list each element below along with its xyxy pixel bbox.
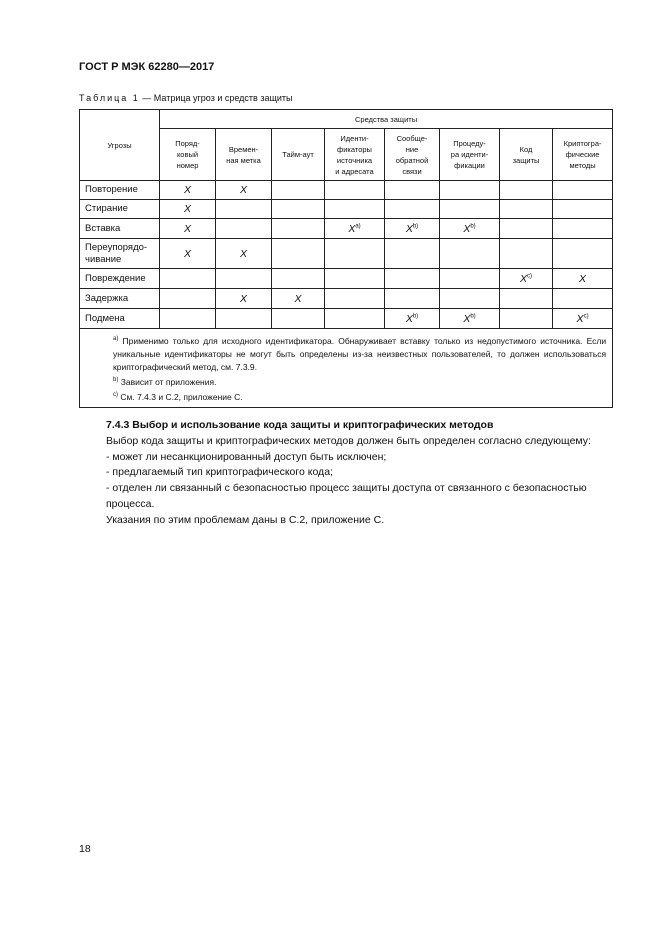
matrix-cell xyxy=(216,269,272,289)
document-header: ГОСТ Р МЭК 62280—2017 xyxy=(79,61,215,73)
table-caption-text: — Матрица угроз и средств защиты xyxy=(139,93,293,103)
cell-mark: X xyxy=(348,222,356,235)
cell-footnote-ref: b) xyxy=(412,223,419,229)
matrix-cell xyxy=(553,219,613,239)
cell-footnote-ref: b) xyxy=(470,313,476,319)
matrix-cell xyxy=(385,200,440,219)
cell-mark: X xyxy=(579,272,587,285)
column-header-line: Процеду- xyxy=(453,139,486,148)
note-a-text: Применимо только для исходного идентификатора. Обнаруживает вставку только из недопустимого источника. Если уникальные идентификаторы не могут быть определены из-за неизвестных пользователей, то должен использоваться криптографический метод, см. 7.3.9. xyxy=(113,335,607,372)
matrix-cell xyxy=(440,309,500,329)
column-header-7 xyxy=(500,129,553,181)
table-row xyxy=(80,289,613,309)
matrix-cell xyxy=(385,181,440,200)
cell-mark: X xyxy=(405,222,413,235)
column-header-1 xyxy=(160,129,216,181)
matrix-cell xyxy=(553,181,613,200)
table-row xyxy=(80,219,613,239)
matrix-cell xyxy=(325,289,385,309)
threat-matrix-table xyxy=(79,109,613,408)
column-header-line: фические xyxy=(565,150,600,159)
matrix-cell xyxy=(553,289,613,309)
threat-label-line: Повреждение xyxy=(85,272,146,284)
cell-mark: X xyxy=(239,184,247,196)
threat-label-line: Вставка xyxy=(85,222,121,234)
matrix-cell xyxy=(160,181,216,200)
threat-label xyxy=(80,200,160,219)
section-closing: Указания по этим проблемам даны в С.2, приложение С. xyxy=(106,513,385,526)
matrix-cell xyxy=(272,309,325,329)
matrix-cell xyxy=(553,309,613,329)
threat-label-line: Переупорядо- xyxy=(85,241,148,253)
table-row xyxy=(80,239,613,269)
means-header: Средства защиты xyxy=(160,110,613,129)
matrix-cell xyxy=(272,181,325,200)
column-header-line: связи xyxy=(402,166,422,176)
matrix-cell xyxy=(272,269,325,289)
cell-footnote-ref: c) xyxy=(583,313,589,319)
matrix-cell xyxy=(160,269,216,289)
threat-label xyxy=(80,239,160,269)
threat-label-line: Подмена xyxy=(85,312,125,324)
matrix-cell xyxy=(216,309,272,329)
cell-mark: X xyxy=(405,312,413,325)
note-b-text: Зависит от приложения. xyxy=(118,376,217,387)
cell-mark: X xyxy=(576,312,584,325)
column-header-8 xyxy=(553,129,613,181)
column-header-4 xyxy=(325,129,385,181)
cell-mark: X xyxy=(463,312,471,325)
section-intro: Выбор кода защиты и криптографических методов должен быть определен согласно следующему: xyxy=(106,434,591,447)
threats-header: Угрозы xyxy=(80,110,160,181)
threat-label-line: чивание xyxy=(85,253,122,265)
table-row xyxy=(80,181,613,200)
cell-footnote-ref: a) xyxy=(355,223,361,229)
matrix-cell xyxy=(553,200,613,219)
matrix-cell xyxy=(216,200,272,219)
cell-mark: X xyxy=(463,222,471,235)
column-header-line: фикаторы xyxy=(337,144,372,154)
column-header-line: Поряд- xyxy=(175,139,200,148)
column-header-6 xyxy=(440,129,500,181)
matrix-cell xyxy=(553,269,613,289)
note-a xyxy=(86,333,606,374)
threat-label xyxy=(80,219,160,239)
note-b xyxy=(86,374,606,389)
cell-footnote-ref: b) xyxy=(470,223,476,229)
table-caption xyxy=(79,93,293,103)
matrix-cell xyxy=(325,181,385,200)
cell-mark: X xyxy=(183,222,191,235)
column-header-line: и адресата xyxy=(335,166,374,176)
column-header-line: ра иденти- xyxy=(450,150,489,159)
matrix-cell xyxy=(272,289,325,309)
column-header-line: фикации xyxy=(454,161,485,170)
section-item-3: - отделен ли связанный с безопасностью процесс защиты доступа от связанного с безопасностью процесса. xyxy=(106,482,587,510)
note-b-mark: b) xyxy=(113,376,119,383)
table-row xyxy=(80,269,613,289)
matrix-cell xyxy=(500,289,553,309)
matrix-cell xyxy=(500,219,553,239)
section-title: 7.4.3 Выбор и использование кода защиты и криптографических методов xyxy=(106,419,494,431)
matrix-cell xyxy=(216,289,272,309)
cell-mark: X xyxy=(294,292,302,305)
matrix-cell xyxy=(500,181,553,200)
column-header-line: ная метка xyxy=(226,155,261,165)
note-c-text: См. 7.4.3 и С.2, приложение С. xyxy=(118,391,243,402)
column-header-line: источника xyxy=(336,155,373,165)
matrix-cell xyxy=(440,289,500,309)
matrix-cell xyxy=(500,309,553,329)
cell-mark: X xyxy=(239,247,247,260)
threat-label xyxy=(80,269,160,289)
cell-mark: X xyxy=(183,184,191,196)
column-header-line: Времен- xyxy=(228,144,259,154)
note-c-mark: c) xyxy=(113,391,118,398)
column-header-line: ние xyxy=(405,144,419,154)
note-c xyxy=(86,389,606,404)
column-header-line: Сообще- xyxy=(396,133,428,143)
matrix-cell xyxy=(385,269,440,289)
table-body xyxy=(80,181,613,329)
threat-label-line: Задержка xyxy=(85,292,129,304)
matrix-cell xyxy=(385,289,440,309)
matrix-cell xyxy=(440,219,500,239)
page-number: 18 xyxy=(79,843,91,855)
table-row xyxy=(80,309,613,329)
column-header-3 xyxy=(272,129,325,181)
cell-mark: X xyxy=(183,203,191,215)
threat-label xyxy=(80,309,160,329)
threat-label xyxy=(80,289,160,309)
matrix-cell xyxy=(160,309,216,329)
cell-footnote-ref: c) xyxy=(527,273,532,279)
matrix-cell xyxy=(325,269,385,289)
matrix-cell xyxy=(440,269,500,289)
column-header-line: Иденти- xyxy=(340,133,369,143)
matrix-cell xyxy=(440,181,500,200)
column-header-line: методы xyxy=(569,161,596,170)
matrix-cell xyxy=(500,200,553,219)
column-header-row xyxy=(80,129,613,181)
column-header-line: Тайм-аут xyxy=(282,150,314,159)
column-header-line: ковый xyxy=(176,150,199,159)
section-7-4-3 xyxy=(79,418,614,529)
cell-mark: X xyxy=(183,247,191,260)
matrix-cell xyxy=(500,269,553,289)
section-item-2: - предлагаемый тип криптографического кода; xyxy=(106,466,333,479)
matrix-cell xyxy=(216,181,272,200)
section-item-1: - может ли несанкционированный доступ быть исключен; xyxy=(106,450,387,463)
matrix-cell xyxy=(553,239,613,269)
table-row xyxy=(80,200,613,219)
matrix-cell xyxy=(160,239,216,269)
column-header-line: номер xyxy=(176,161,199,170)
cell-mark: X xyxy=(239,292,247,305)
matrix-cell xyxy=(385,309,440,329)
table-notes xyxy=(80,329,613,408)
column-header-line: Код xyxy=(519,144,533,154)
threat-label xyxy=(80,181,160,200)
cell-mark: X xyxy=(519,272,527,285)
cell-footnote-ref: b) xyxy=(412,313,419,319)
matrix-cell xyxy=(160,219,216,239)
note-a-mark: a) xyxy=(113,336,119,342)
matrix-cell xyxy=(160,289,216,309)
matrix-cell xyxy=(500,239,553,269)
matrix-cell xyxy=(325,239,385,269)
matrix-cell xyxy=(440,200,500,219)
matrix-cell xyxy=(216,219,272,239)
matrix-cell xyxy=(272,239,325,269)
matrix-cell xyxy=(272,200,325,219)
matrix-cell xyxy=(325,219,385,239)
column-header-line: защиты xyxy=(512,155,540,165)
table-caption-label: Таблица 1 xyxy=(79,93,140,103)
column-header-line: обратной xyxy=(395,155,429,165)
column-header-line: Криптогра- xyxy=(563,139,602,148)
matrix-cell xyxy=(160,200,216,219)
matrix-cell xyxy=(385,219,440,239)
matrix-cell xyxy=(216,239,272,269)
matrix-cell xyxy=(385,239,440,269)
threat-label-line: Повторение xyxy=(85,184,138,195)
threat-label-line: Стирание xyxy=(85,203,128,214)
column-header-2 xyxy=(216,129,272,181)
matrix-cell xyxy=(440,239,500,269)
matrix-cell xyxy=(325,200,385,219)
matrix-cell xyxy=(325,309,385,329)
column-header-5 xyxy=(385,129,440,181)
matrix-cell xyxy=(272,219,325,239)
